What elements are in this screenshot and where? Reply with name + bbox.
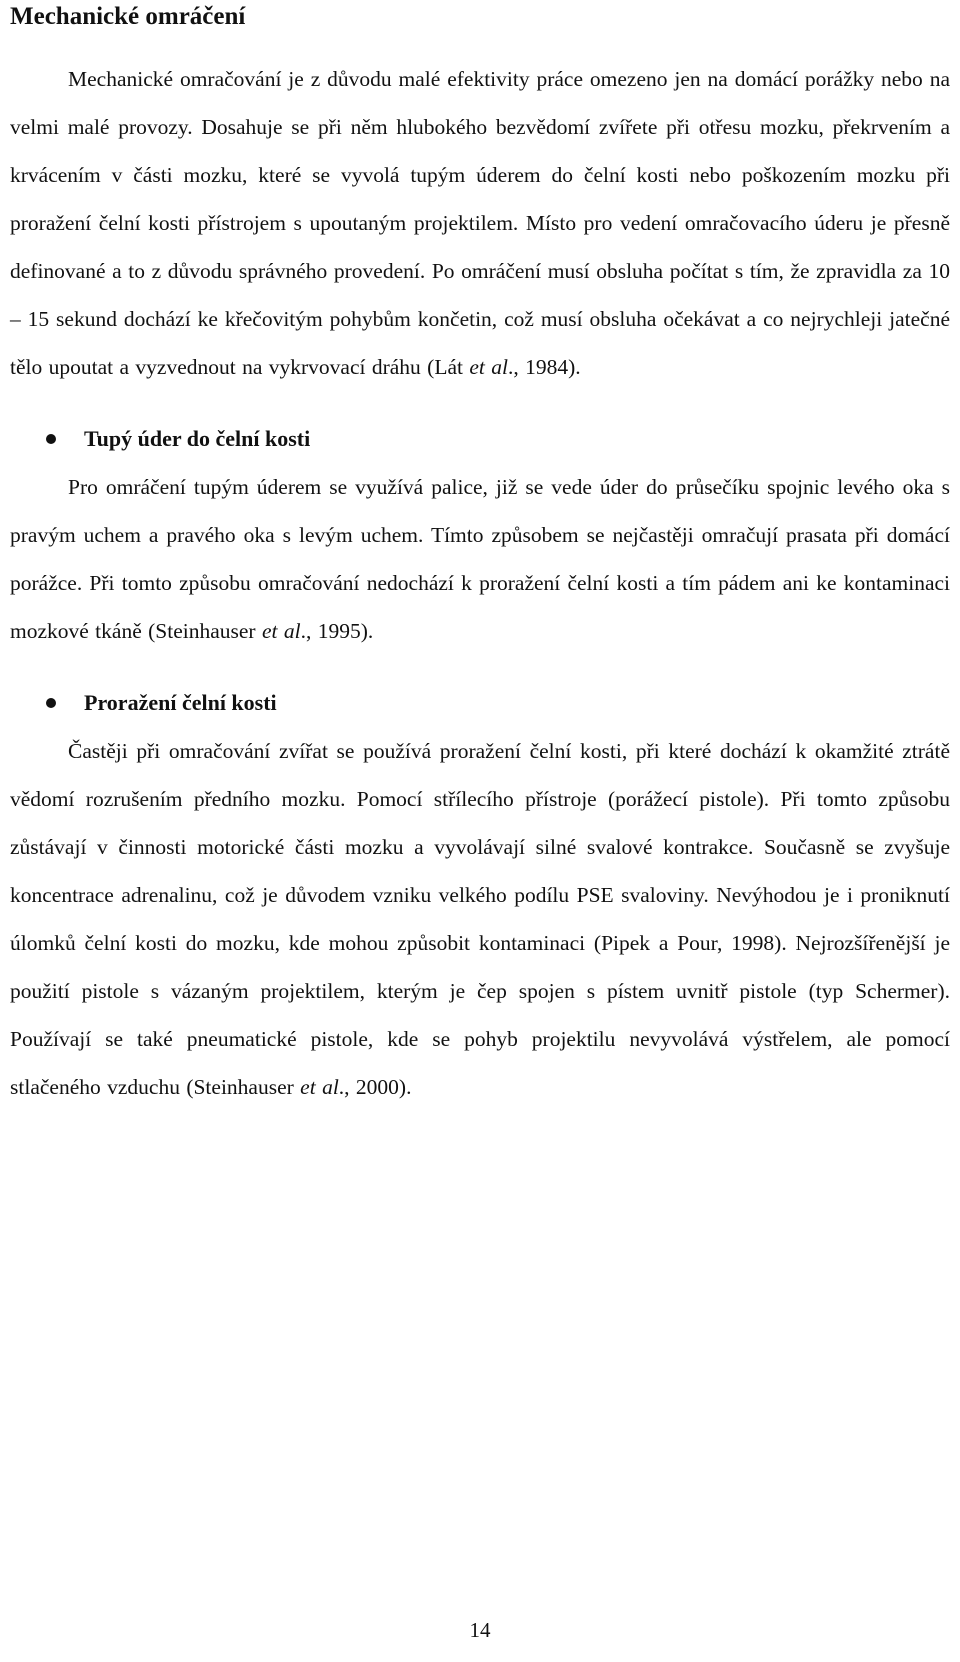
tupy-uder-text: Pro omráčení tupým úderem se využívá palice, již se vede úder do průsečíku spojnic levého oka s pravým uchem a pravého oka s levým uchem. Tímto způsobem se nejčastěji omračují prasata při domácí porážce. Při tomto způsobu omračování nedochází k proražení čelní kosti a tím pádem ani ke kontaminaci mozkové tkáně (Steinhauser — [10, 475, 950, 643]
subsection-title: Tupý úder do čelní kosti — [84, 426, 311, 451]
subsection-title: Proražení čelní kosti — [84, 690, 277, 715]
intro-paragraph — [10, 55, 950, 391]
tupy-uder-paragraph — [10, 463, 950, 655]
intro-etal: et al — [469, 355, 508, 379]
section-heading: Mechanické omráčení — [10, 3, 246, 30]
page-number: 14 — [469, 1618, 491, 1642]
tupy-uder-citation-end: ., 1995). — [300, 619, 374, 643]
intro-text: Mechanické omračování je z důvodu malé efektivity práce omezeno jen na domácí porážky nebo na velmi malé provozy. Dosahuje se při něm hlubokého bezvědomí zvířete při otřesu mozku, překrvením a krvácením v části mozku, které se vyvolá tupým úderem do čelní kosti nebo poškozením mozku při proražení čelní kosti přístrojem s upoutaným projektilem. Místo pro vedení omračovacího úderu je přesně definované a to z důvodu správného provedení. Po omráčení musí obsluha počítat s tím, že zpravidla za 10 – 15 sekund dochází ke křečovitým pohybům končetin, což musí obsluha očekávat a co nejrychleji jatečné tělo upoutat a vyzvednout na vykrvovací dráhu (Lát — [10, 67, 950, 379]
tupy-uder-etal: et al — [261, 619, 301, 643]
prorazeni-paragraph — [10, 727, 950, 1111]
subsection-heading-tupy-uder — [10, 415, 950, 463]
document-page — [10, 0, 950, 1111]
subsection-heading-prorazeni — [10, 679, 950, 727]
prorazeni-etal: et al — [300, 1075, 339, 1099]
bullet-icon — [46, 698, 56, 708]
prorazeni-text: Častěji při omračování zvířat se používá proražení čelní kosti, při které dochází k okamžité ztrátě vědomí rozrušením předního mozku. Pomocí střílecího přístroje (porážecí pistole). Při tomto způsobu zůstávají v činnosti motorické části mozku a vyvolávají silné svalové kontrakce. Současně se zvyšuje koncentrace adrenalinu, což je důvodem vzniku velkého podílu PSE svaloviny. Nevýhodou je i proniknutí úlomků čelní kosti do mozku, kde mohou způsobit kontaminaci (Pipek a Pour, 1998). Nejrozšířenější je použití pistole s vázaným projektilem, kterým je čep spojen s pístem uvnitř pistole (typ Schermer). Používají se také pneumatické pistole, kde se pohyb projektilu nevyvolává výstřelem, ale pomocí stlačeného vzduchu (Steinhauser — [10, 739, 950, 1099]
intro-citation-end: ., 1984). — [507, 355, 581, 379]
bullet-icon — [46, 434, 56, 444]
prorazeni-citation-end: ., 2000). — [338, 1075, 412, 1099]
